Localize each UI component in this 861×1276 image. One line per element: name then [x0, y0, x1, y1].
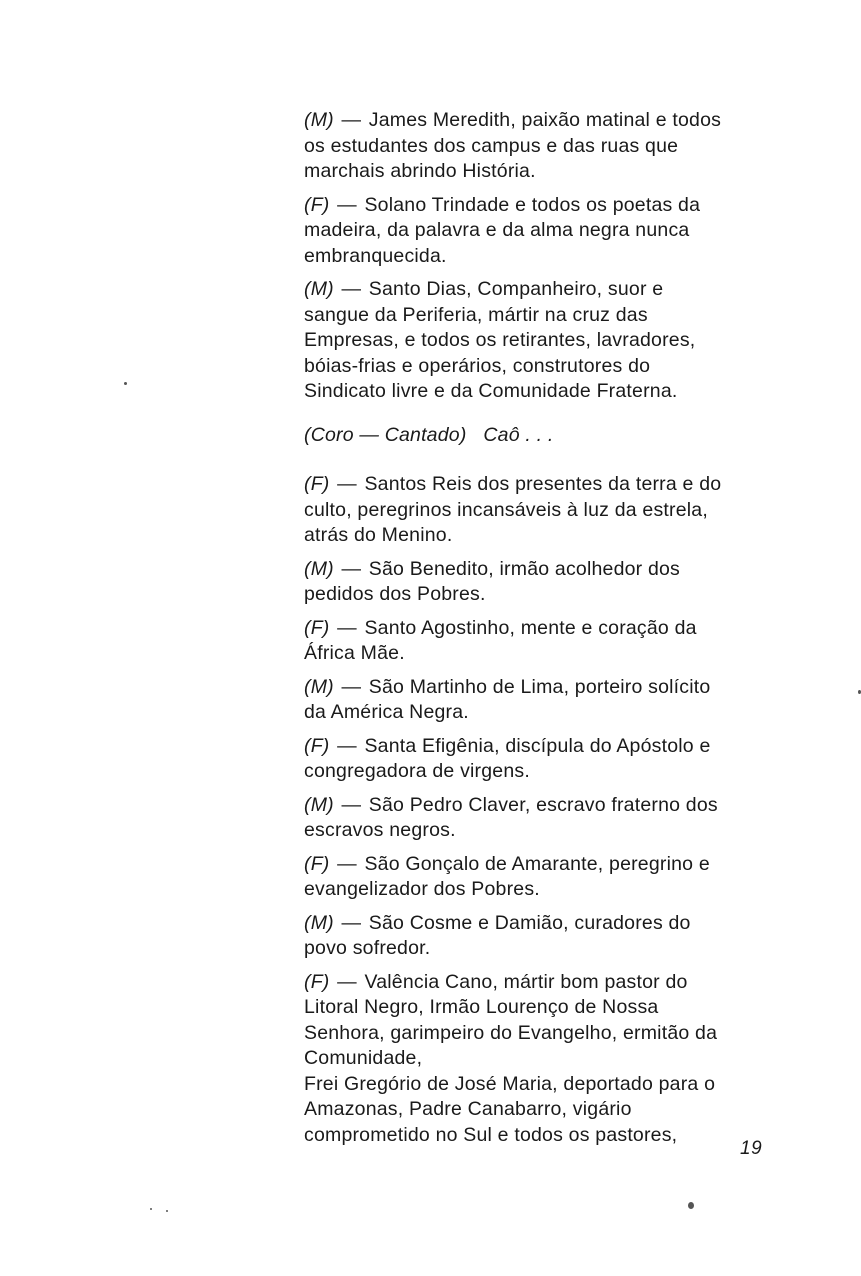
speaker-label: (F) [304, 734, 330, 757]
speaker-label: (F) [304, 473, 330, 495]
dash: — [341, 278, 362, 300]
paragraph-text: Santo Dias, Companheiro, suor e sangue da Periferia, mártir na cruz das Empresas, e todos os retirantes, lavradores, bóias-frias e operários, construtores do Sindicato livre e da Comunidade Fraterna. [304, 278, 696, 402]
chorus-line [304, 423, 722, 449]
text-column [304, 108, 722, 1148]
litany-text: Santo Agostinho, mente e coração da África Mãe. [304, 616, 697, 664]
litany-text: São Benedito, irmão acolhedor dos pedidos dos Pobres. [304, 557, 681, 605]
litany-item [304, 793, 722, 844]
paragraph-text: Solano Trindade e todos os poetas da madeira, da palavra e da alma negra nunca embranquecida. [304, 193, 701, 267]
litany-text: Valência Cano, mártir bom pastor do Litoral Negro, Irmão Lourenço de Nossa Senhora, garimpeiro do Evangelho, ermitão da Comunidade, [304, 970, 718, 1069]
litany-text: Santa Efigênia, discípula do Apóstolo e congregadora de virgens. [304, 734, 711, 782]
speaker-label: (M) [304, 278, 334, 300]
speaker-label: (M) [304, 557, 334, 580]
dash: — [337, 473, 357, 495]
dash: — [337, 970, 357, 993]
dash: — [337, 734, 357, 757]
paragraph-text: James Meredith, paixão matinal e todos os estudantes dos campus e das ruas que marchais abrindo História. [304, 109, 722, 182]
chorus-text: Caô . . . [483, 423, 554, 446]
speaker-label: (F) [304, 616, 330, 639]
dash: — [337, 852, 357, 875]
speaker-label: (F) [304, 852, 330, 875]
dash: — [337, 616, 357, 639]
dash: — [341, 911, 362, 934]
litany-text: São Gonçalo de Amarante, peregrino e evangelizador dos Pobres. [304, 852, 710, 900]
print-speck [150, 1208, 152, 1210]
paragraph-meredith [304, 108, 722, 185]
litany-text: São Cosme e Damião, curadores do povo sofredor. [304, 911, 691, 959]
speaker-label: (M) [304, 793, 334, 816]
litany-item [304, 472, 722, 549]
litany-item [304, 970, 722, 1072]
litany-item [304, 616, 722, 667]
litany-item [304, 734, 722, 785]
litany-item [304, 557, 722, 608]
speaker-label: (F) [304, 970, 330, 993]
paragraph-santo-dias [304, 277, 722, 405]
chorus-label: (Coro — Cantado) [304, 423, 467, 446]
dash: — [337, 193, 357, 216]
litany-item [304, 911, 722, 962]
speaker-label: (F) [304, 193, 330, 216]
speaker-label: (M) [304, 675, 334, 698]
litany-text: São Martinho de Lima, porteiro solícito da América Negra. [304, 675, 711, 723]
print-speck [688, 1202, 694, 1209]
speaker-label: (M) [304, 109, 334, 131]
litany-text: São Pedro Claver, escravo fraterno dos escravos negros. [304, 793, 718, 841]
print-speck [166, 1210, 168, 1212]
litany-item [304, 852, 722, 903]
dash: — [341, 675, 362, 698]
paragraph-trindade [304, 193, 722, 270]
dash: — [341, 557, 362, 580]
litany-item [304, 675, 722, 726]
continuation-text: Frei Gregório de José Maria, deportado para o Amazonas, Padre Canabarro, vigário comprometido no Sul e todos os pastores, [304, 1072, 716, 1146]
dash: — [341, 793, 362, 816]
page-number: 19 [740, 1138, 763, 1159]
print-speck [124, 382, 127, 385]
speaker-label: (M) [304, 911, 334, 934]
dash: — [341, 109, 362, 131]
litany-text: Santos Reis dos presentes da terra e do culto, peregrinos incansáveis à luz da estrela, atrás do Menino. [304, 473, 722, 546]
